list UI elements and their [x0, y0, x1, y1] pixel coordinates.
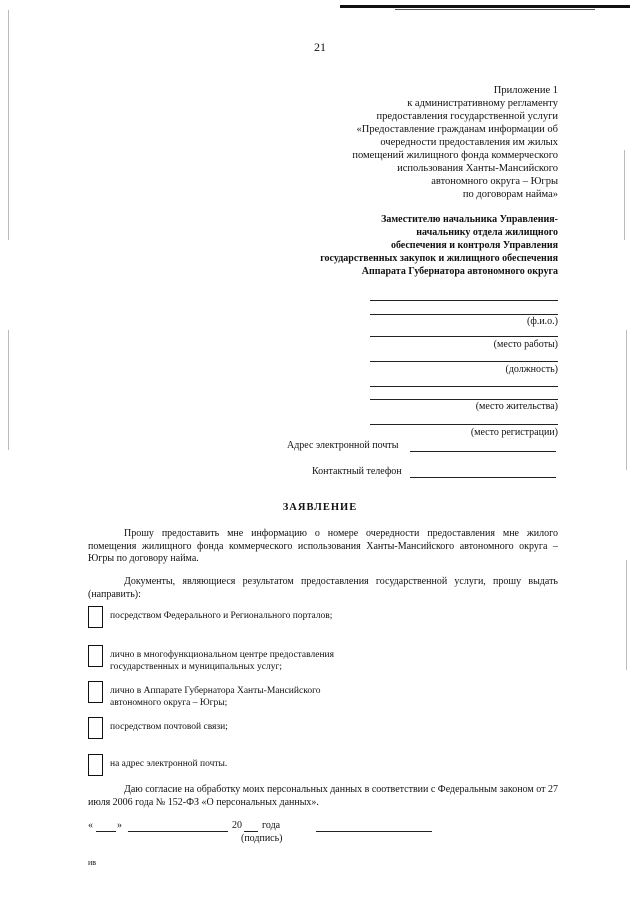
phone-line[interactable]	[410, 477, 556, 478]
addressee-line: начальнику отдела жилищного	[416, 227, 558, 238]
appendix-block	[352, 84, 558, 201]
option-checkbox[interactable]	[88, 754, 103, 776]
phone-label: Контактный телефон	[312, 466, 402, 477]
addressee-line: Аппарата Губернатора автономного округа	[361, 266, 558, 277]
workplace-caption: (место работы)	[493, 339, 558, 350]
appendix-line: к административному регламенту	[407, 98, 558, 109]
scan-edge-right	[624, 150, 625, 240]
appendix-line: помещений жилищного фонда коммерческого	[352, 150, 558, 161]
signature-caption: (подпись)	[241, 833, 283, 844]
appendix-line: «Предоставление гражданам информации об	[356, 124, 558, 135]
document-title: ЗАЯВЛЕНИЕ	[282, 502, 358, 513]
residence-line-2[interactable]	[370, 399, 558, 400]
appendix-line: Приложение 1	[493, 85, 558, 96]
option-label: государственных и муниципальных услуг;	[110, 662, 282, 672]
option-checkbox[interactable]	[88, 681, 103, 703]
year-suffix: года	[262, 820, 281, 831]
residence-line-1[interactable]	[370, 386, 558, 387]
residence-caption: (место жительства)	[475, 401, 558, 412]
addressee-line: государственных закупок и жилищного обеспечения	[320, 253, 558, 264]
scan-edge-left-2	[8, 330, 9, 450]
top-rule-thin	[395, 9, 595, 10]
option-label: лично в многофункциональном центре предоставления	[110, 650, 335, 660]
year-prefix: 20	[232, 820, 242, 831]
fio-line-1[interactable]	[370, 300, 558, 301]
signature-line[interactable]	[316, 831, 432, 832]
option-apparatus[interactable]	[88, 681, 320, 709]
option-label: автономного округа – Югры;	[110, 698, 228, 708]
delivery-paragraph: Документы, являющиеся результатом предоставления государственной услуги, прошу выдать (направить):	[88, 576, 558, 600]
option-portal[interactable]	[88, 606, 332, 628]
top-rule	[340, 5, 630, 8]
fio-caption: (ф.и.о.)	[527, 316, 558, 327]
close-quote: »	[117, 820, 122, 831]
addressee-line: обеспечения и контроля Управления	[390, 240, 558, 251]
option-checkbox[interactable]	[88, 606, 103, 628]
email-label: Адрес электронной почты	[287, 440, 399, 451]
workplace-line[interactable]	[370, 336, 558, 337]
date-signature-row	[88, 820, 558, 850]
page-number: 21	[314, 40, 326, 54]
month-line[interactable]	[128, 831, 228, 832]
option-label: лично в Аппарате Губернатора Ханты-Мансийского	[110, 686, 321, 696]
option-checkbox[interactable]	[88, 645, 103, 667]
appendix-line: очередности предоставления им жилых	[380, 137, 558, 148]
open-quote: «	[88, 820, 93, 831]
appendix-line: автономного округа – Югры	[431, 176, 558, 187]
year-line[interactable]	[244, 831, 258, 832]
day-line[interactable]	[96, 831, 116, 832]
option-checkbox[interactable]	[88, 717, 103, 739]
scan-edge-right-2	[626, 330, 627, 470]
option-email[interactable]	[88, 754, 227, 776]
footer-mark: ив	[88, 858, 97, 867]
addressee-line: Заместителю начальника Управления-	[381, 214, 558, 225]
position-caption: (должность)	[505, 364, 558, 375]
appendix-line: использования Ханты-Мансийского	[397, 163, 558, 174]
request-paragraph: Прошу предоставить мне информацию о номере очередности предоставления мне жилого помещения жилищного фонда коммерческого использования Ханты-Мансийского автономного округа – Югры по договору найма.	[88, 528, 558, 564]
fio-line-2[interactable]	[370, 314, 558, 315]
option-label: посредством Федерального и Регионального порталов;	[110, 611, 333, 621]
option-mfc[interactable]	[88, 645, 334, 673]
option-label: на адрес электронной почты.	[110, 759, 228, 769]
registration-caption: (место регистрации)	[470, 427, 558, 438]
option-post[interactable]	[88, 717, 228, 739]
appendix-line: предоставления государственной услуги	[376, 111, 558, 122]
scan-edge-right-3	[626, 560, 627, 670]
consent-paragraph: Даю согласие на обработку моих персональных данных в соответствии с Федеральным законом от 27 июля 2006 года № 152-ФЗ «О персональных данных».	[88, 784, 558, 808]
position-line[interactable]	[370, 361, 558, 362]
registration-line[interactable]	[370, 424, 558, 425]
option-label: посредством почтовой связи;	[110, 722, 228, 732]
email-line[interactable]	[410, 451, 556, 452]
addressee-block	[320, 213, 558, 278]
appendix-line: по договорам найма»	[462, 189, 558, 200]
